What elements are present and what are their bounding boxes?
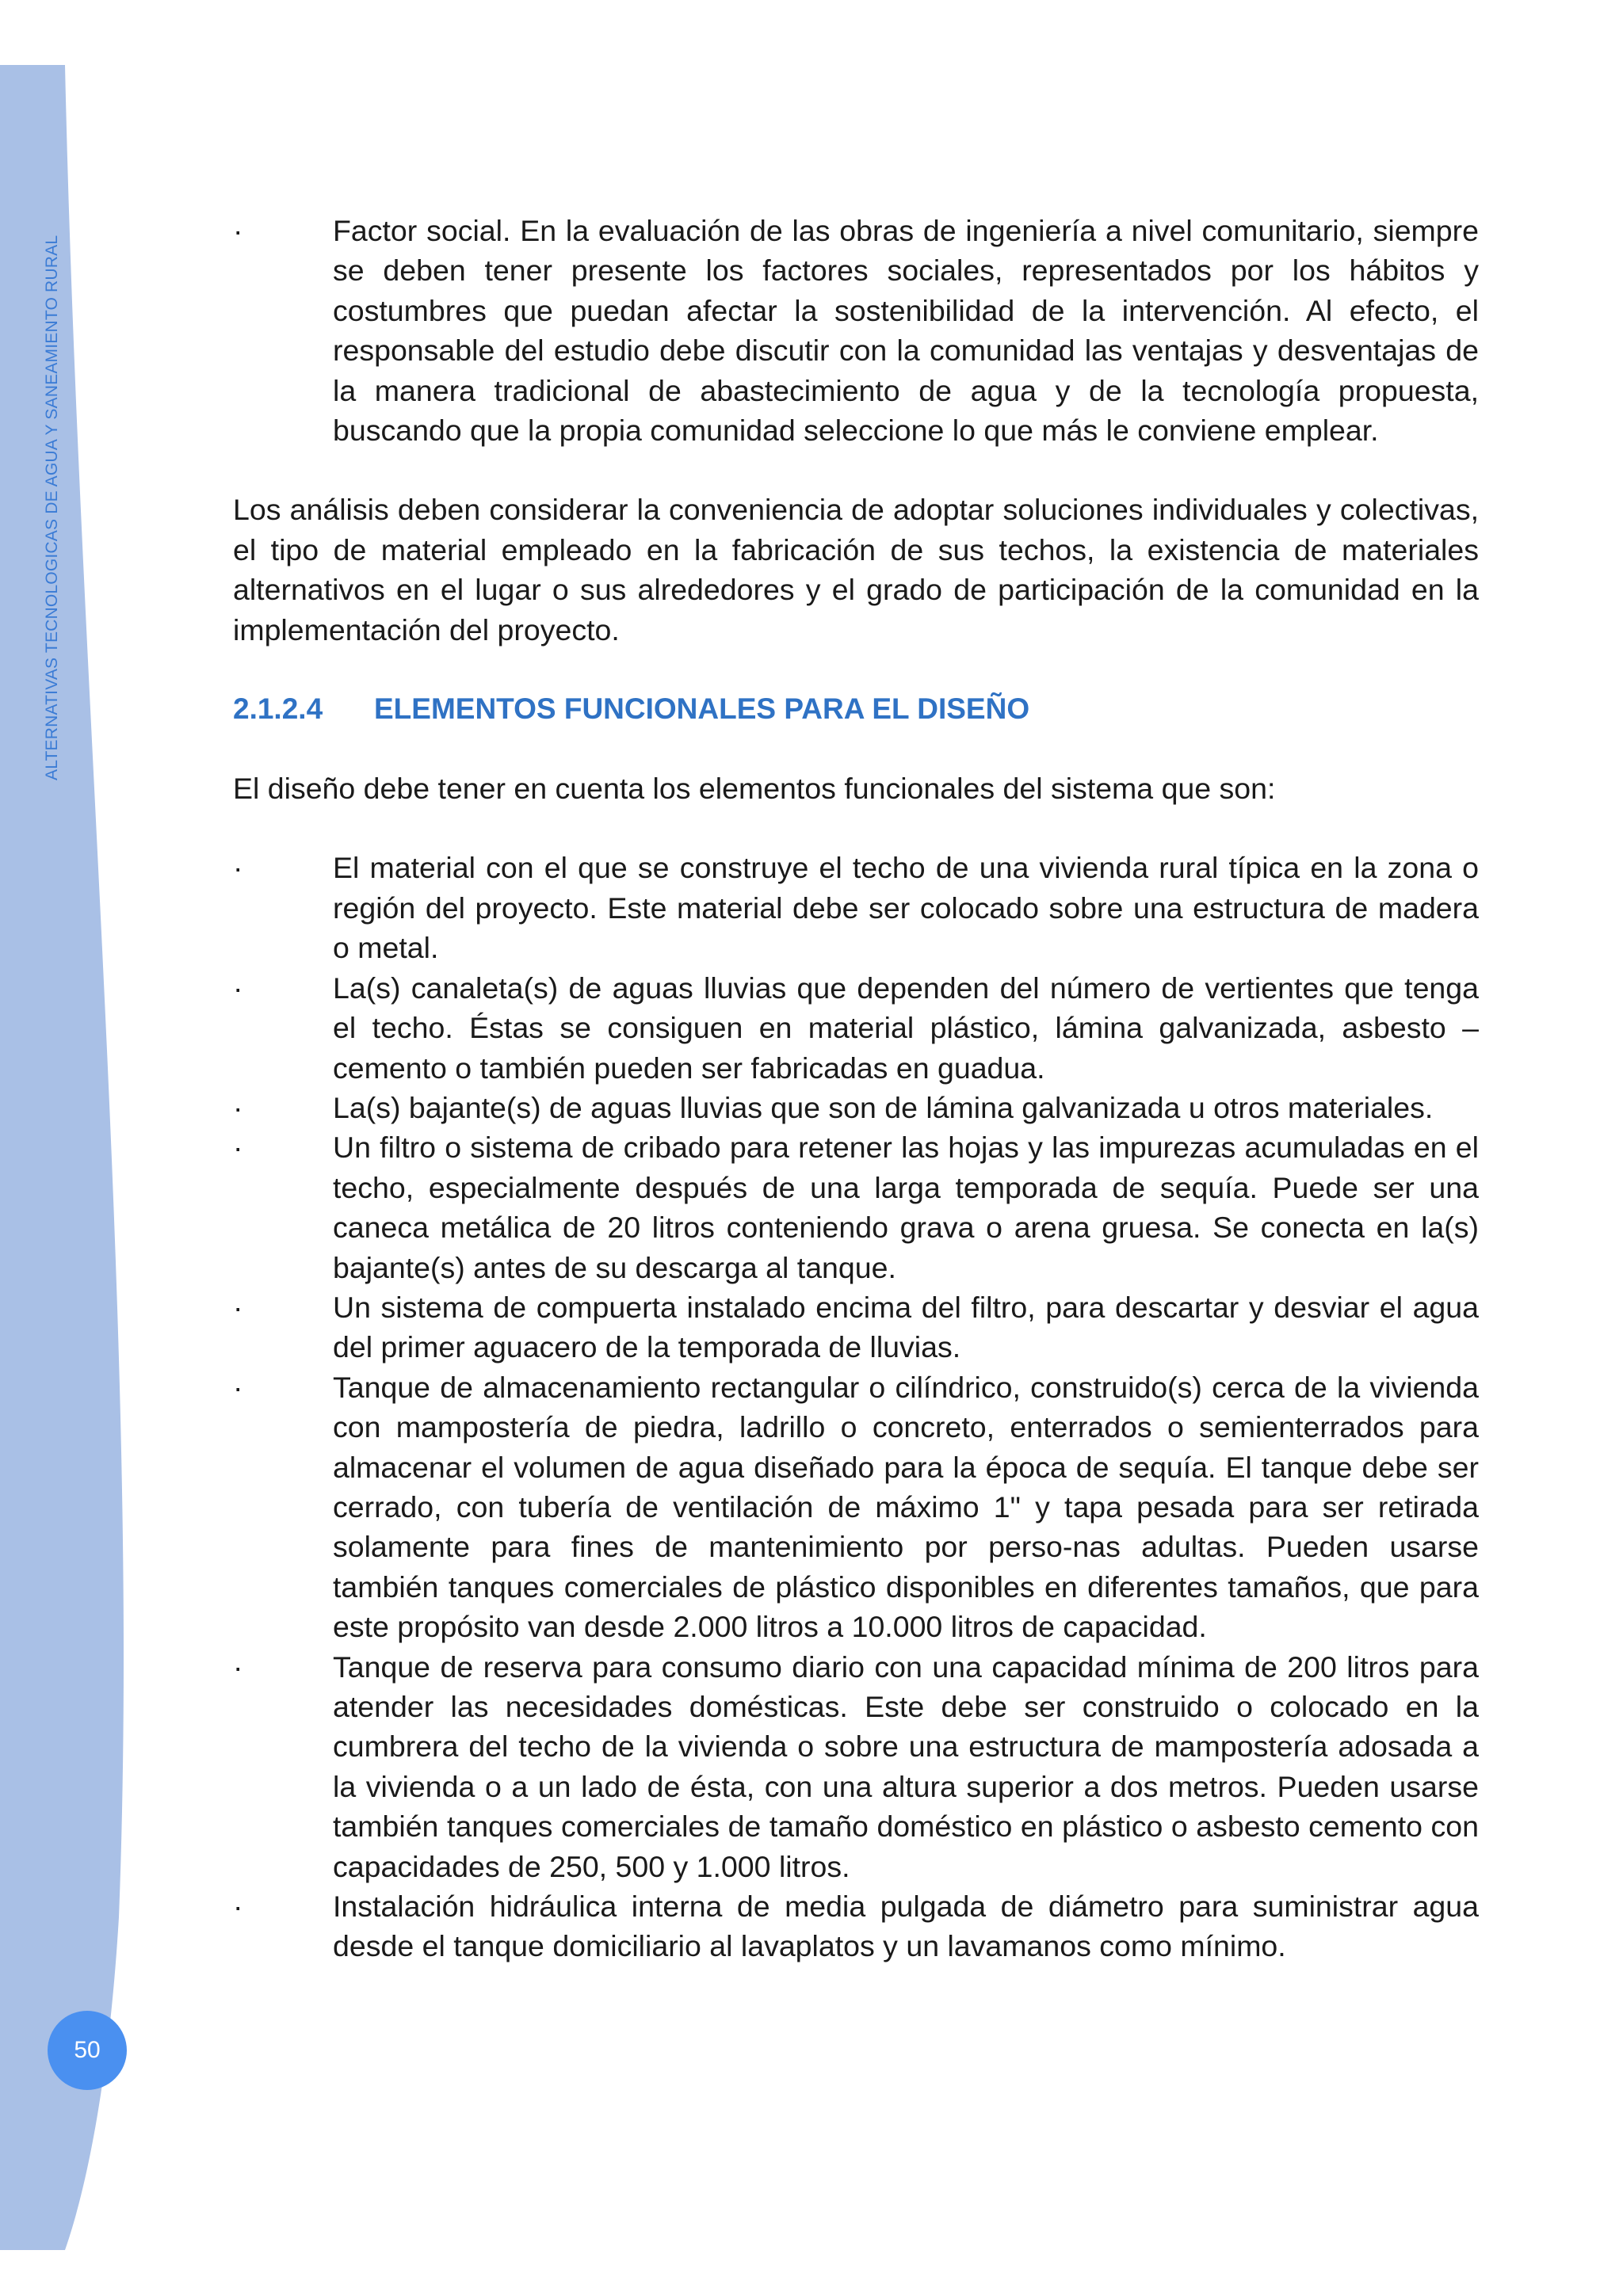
- section-title: ELEMENTOS FUNCIONALES PARA EL DISEÑO: [374, 692, 1030, 726]
- list-item: [233, 1647, 1479, 1886]
- list-item: [233, 1088, 1479, 1127]
- bullet-mark: ·: [233, 1650, 243, 1684]
- list-item: [233, 1127, 1479, 1287]
- bullet-mark: ·: [233, 1370, 243, 1404]
- bullet-mark: ·: [233, 1131, 243, 1165]
- list-item-text: Instalación hidráulica interna de media pulgada de diámetro para suministrar agua desde el tanque domiciliario al lavaplatos y un lavamanos como mínimo.: [333, 1890, 1479, 1963]
- running-head: ALTERNATIVAS TECNOLOGICAS DE AGUA Y SANEAMIENTO RURAL: [43, 235, 61, 780]
- bullet-mark: ·: [233, 1890, 243, 1924]
- section-number: 2.1.2.4: [233, 692, 323, 726]
- bullet-mark: ·: [233, 971, 243, 1005]
- intro-bullet-list: [233, 211, 1479, 450]
- body-paragraph: El diseño debe tener en cuenta los elementos funcionales del sistema que son:: [233, 772, 1276, 806]
- list-item-text: Tanque de almacenamiento rectangular o cilíndrico, construido(s) cerca de la vivienda con mampostería de piedra, ladrillo o concreto, enterrados o semienterrados para almacenar el volumen de agua diseñado para la época de sequía. El tanque debe ser cerrado, con tubería de ventilación de máximo 1" y tapa pesada para ser retirada solamente para fines de mantenimiento por perso-nas adultas. Pueden usarse también tanques comerciales de plástico disponibles en diferentes tamaños, que para este propósito van desde 2.000 litros a 10.000 litros de capacidad.: [333, 1370, 1479, 1644]
- body-paragraph: Los análisis deben considerar la conveniencia de adoptar soluciones individuales y colectivas, el tipo de material empleado en la fabricación de sus techos, la existencia de materiales alternativos en el lugar o sus alrededores y el grado de participación de la comunidad en la implementación del proyecto.: [233, 493, 1479, 646]
- list-item-text: Un filtro o sistema de cribado para retener las hojas y las impurezas acumuladas en el techo, especialmente después de una larga temporada de sequía. Puede ser una caneca metálica de 20 litros conteniendo grava o arena gruesa. Se conecta en la(s) bajante(s) antes de su descarga al tanque.: [333, 1131, 1479, 1284]
- list-item-text: Un sistema de compuerta instalado encima del filtro, para descartar y desviar el agua del primer aguacero de la temporada de lluvias.: [333, 1290, 1479, 1364]
- list-item-text: Factor social. En la evaluación de las obras de ingeniería a nivel comunitario, siempre se deben tener presente los factores sociales, representados por los hábitos y costumbres que puedan afectar la sostenibilidad de la intervención. Al efecto, el responsable del estudio debe discutir con la comunidad las ventajas y desventajas de la manera tradicional de abastecimiento de agua y de la tecnología propuesta, buscando que la propia comunidad seleccione lo que más le conviene emplear.: [333, 214, 1479, 448]
- bullet-mark: ·: [233, 1090, 243, 1124]
- list-item: [233, 1367, 1479, 1647]
- main-content: [233, 211, 1479, 1966]
- list-item-text: La(s) canaleta(s) de aguas lluvias que dependen del número de vertientes que tenga el techo. Éstas se consiguen en material plástico, lámina galvanizada, asbesto – cemento o también pueden ser fabricadas en guadua.: [333, 971, 1479, 1085]
- list-item: [233, 848, 1479, 967]
- bullet-mark: ·: [233, 214, 243, 247]
- elements-bullet-list: [233, 848, 1479, 1966]
- list-item: [233, 968, 1479, 1088]
- list-item-text: Tanque de reserva para consumo diario con una capacidad mínima de 200 litros para atender las necesidades domésticas. Este debe ser construido o colocado en la cumbrera del techo de la vivienda o sobre una estructura de mampostería adosada a la vivienda o a un lado de ésta, con una altura superior a dos metros. Pueden usarse también tanques comerciales de tamaño doméstico en plástico o asbesto cemento con capacidades de 250, 500 y 1.000 litros.: [333, 1650, 1479, 1883]
- bullet-mark: ·: [233, 1290, 243, 1324]
- list-item: [233, 211, 1479, 450]
- section-heading: [233, 689, 1479, 729]
- list-item: [233, 1886, 1479, 1966]
- list-item: [233, 1287, 1479, 1367]
- page-number: 50: [48, 2011, 127, 2090]
- bullet-mark: ·: [233, 851, 243, 885]
- list-item-text: La(s) bajante(s) de aguas lluvias que son de lámina galvanizada u otros materiales.: [333, 1090, 1434, 1124]
- list-item-text: El material con el que se construye el techo de una vivienda rural típica en la zona o región del proyecto. Este material debe ser colocado sobre una estructura de madera o metal.: [333, 851, 1479, 965]
